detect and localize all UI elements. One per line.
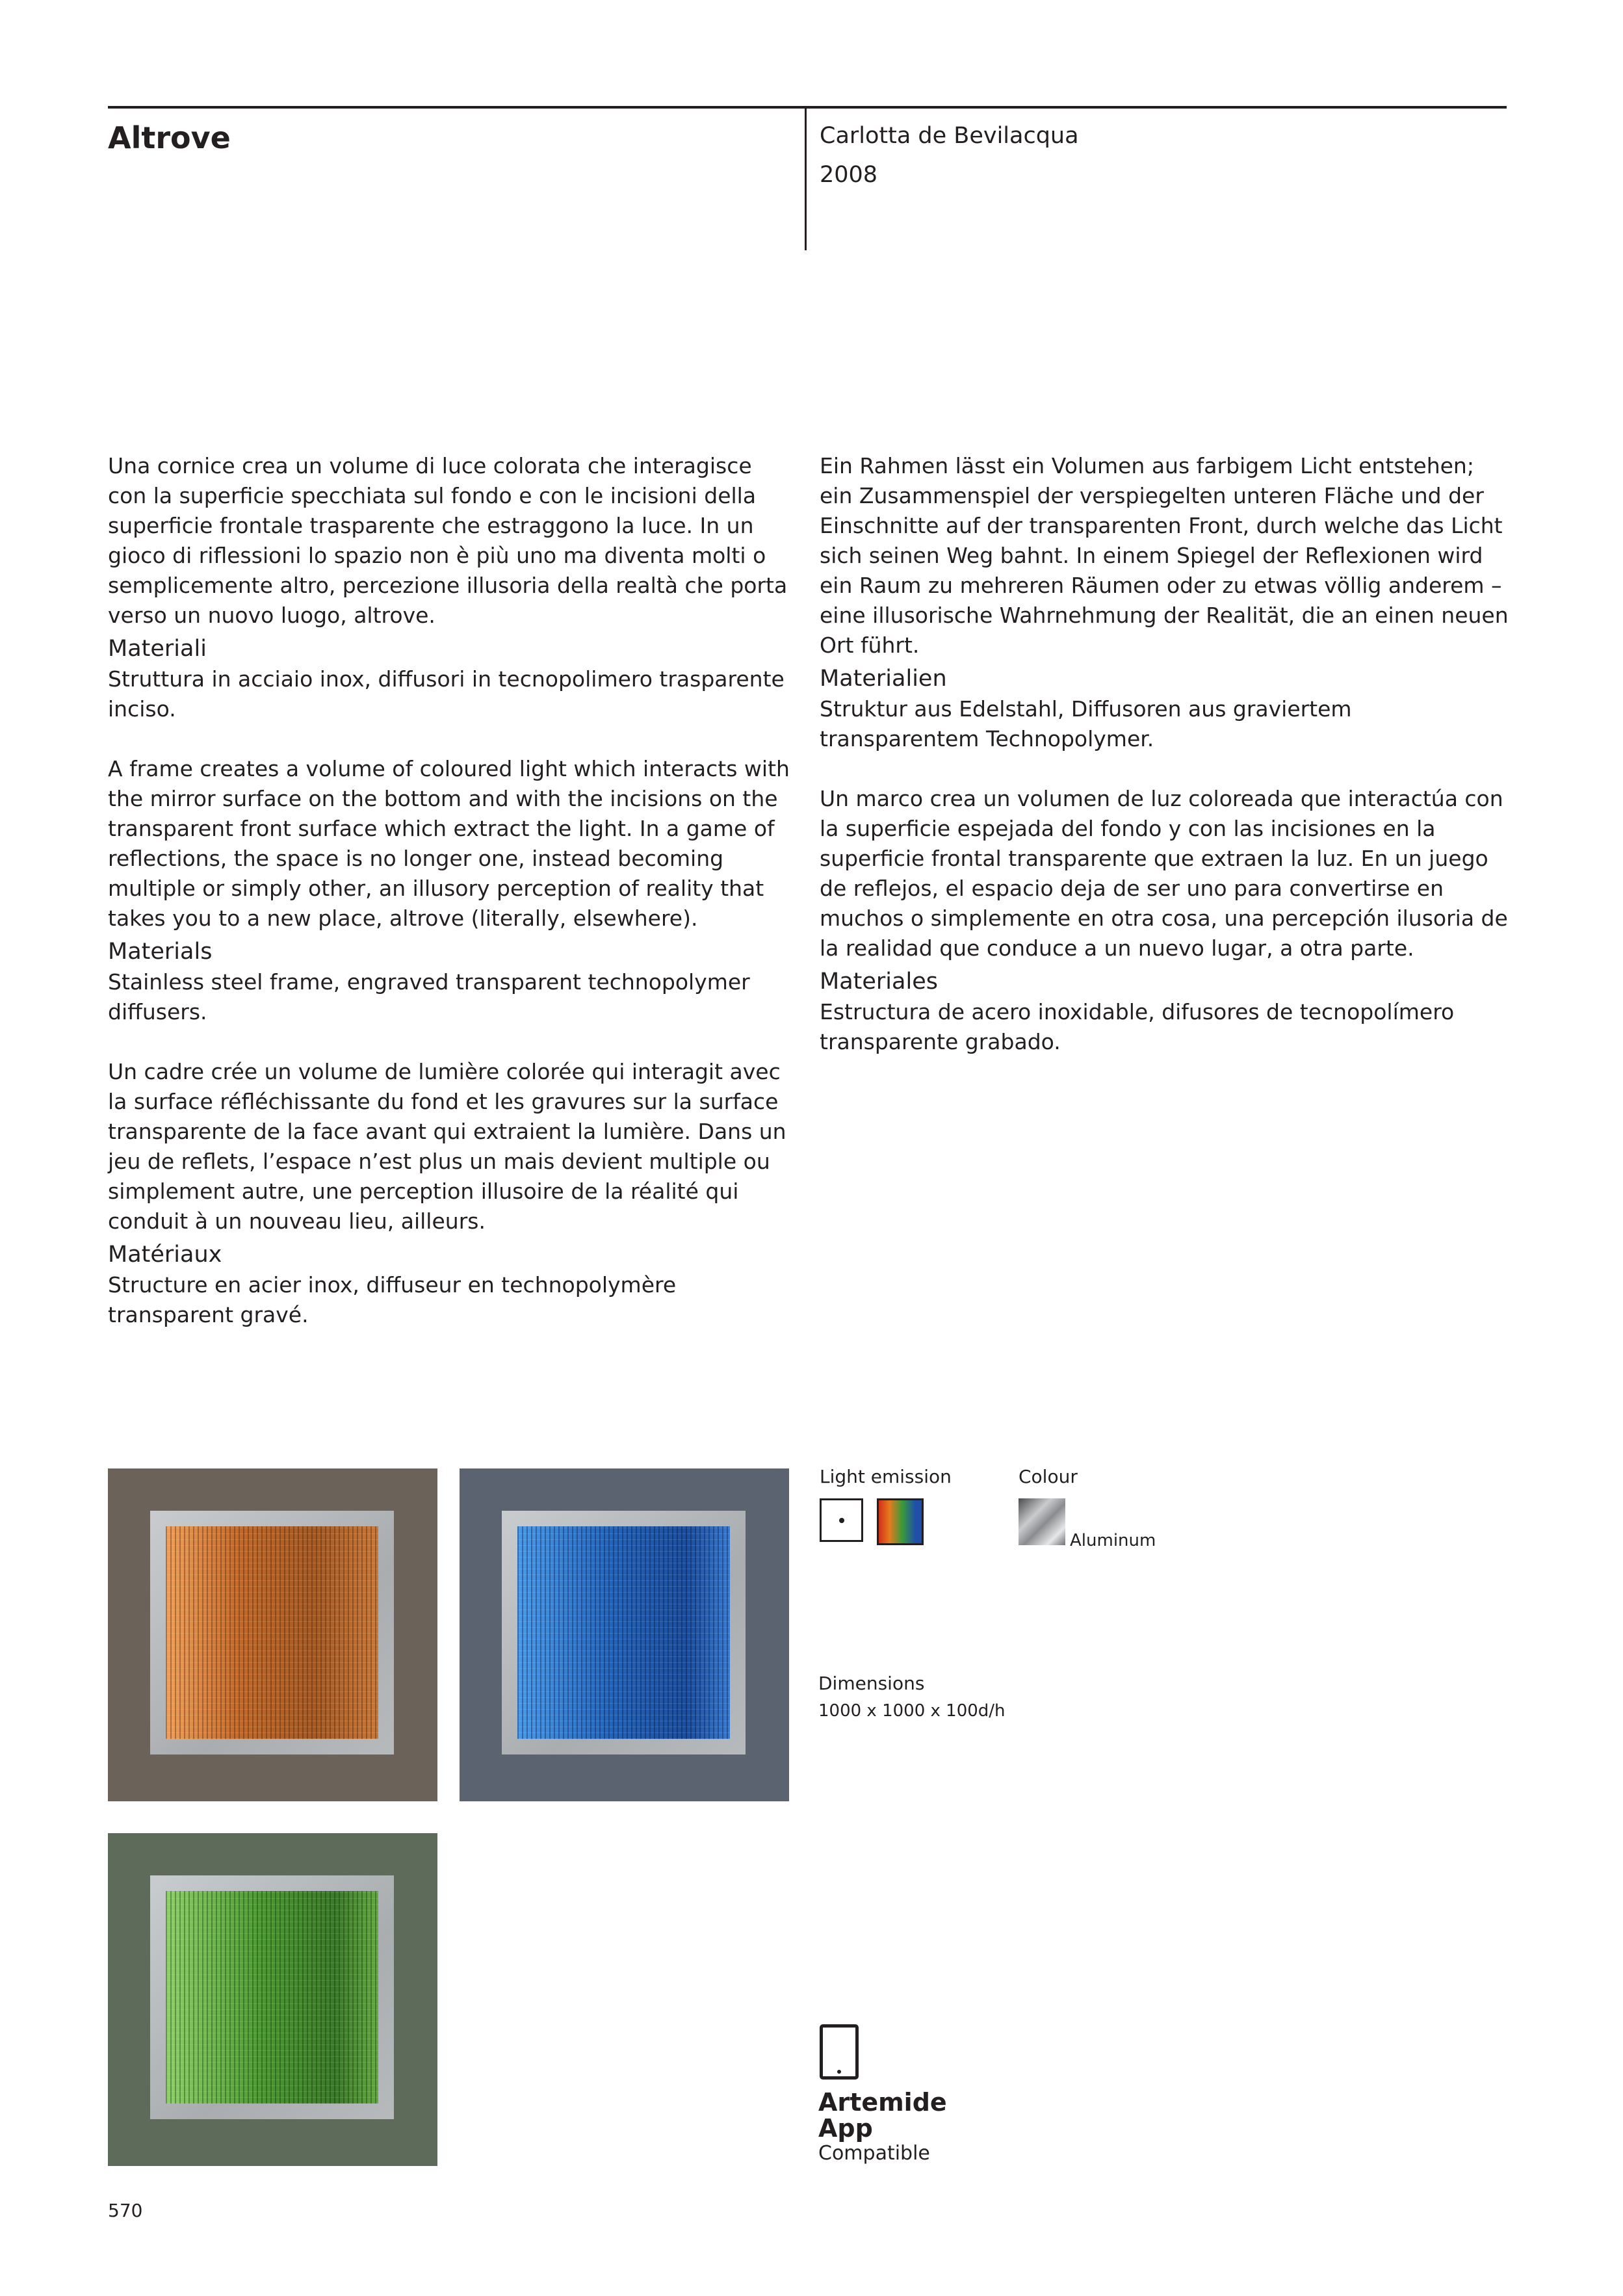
lamp-frame xyxy=(150,1875,394,2119)
lamp-frame xyxy=(502,1511,746,1755)
materials-heading-italian: Materiali xyxy=(108,636,207,662)
materials-heading-english: Materials xyxy=(108,939,213,965)
dimensions-value: 1000 x 1000 x 100d/h xyxy=(818,1701,1006,1721)
product-title: Altrove xyxy=(108,120,231,155)
design-year: 2008 xyxy=(820,162,878,188)
aluminum-swatch xyxy=(1019,1498,1065,1545)
product-photo-green xyxy=(108,1833,437,2166)
materials-heading-german: Materialien xyxy=(820,666,947,692)
description-column-left xyxy=(108,451,797,1330)
lamp-diffuser-green xyxy=(166,1891,378,2104)
page-number: 570 xyxy=(108,2200,143,2221)
materials-text-spanish: Estructura de acero inoxidable, difusores de tecnopolímero transparente grabado. xyxy=(820,999,1455,1054)
lamp-diffuser-blue xyxy=(517,1526,730,1739)
description-french: Un cadre crée un volume de lumière colorée qui interagit avec la surface réfléchissante du fond et les gravures sur la surface transparente de la face avant qui extraient la lumière. Dans un jeu de reflets, l’espace n’est plus un mais devient multiple ou simplement autre, une perception illusoire de la réalité qui conduit à un nouveau lieu, ailleurs. xyxy=(108,1059,786,1234)
dimensions-label: Dimensions xyxy=(818,1673,925,1694)
header-rule xyxy=(108,106,1507,109)
materials-heading-french: Matériaux xyxy=(108,1242,222,1268)
materials-text-italian: Struttura in acciaio inox, diffusori in tecnopolimero trasparente inciso. xyxy=(108,666,785,722)
lamp-frame xyxy=(150,1511,394,1755)
direct-light-icon xyxy=(820,1498,863,1542)
product-photo-blue xyxy=(460,1468,789,1801)
materials-text-french: Structure en acier inox, diffuseur en technopolymère transparent gravé. xyxy=(108,1272,677,1327)
description-german: Ein Rahmen lässt ein Volumen aus farbigem Licht entstehen; ein Zusammenspiel der verspiegelten unteren Fläche und der Einschnitte auf der transparenten Front, durch welche das Licht sich seinen Weg bahnt. In einem Spiegel der Reflexionen wird ein Raum zu mehreren Räumen oder zu etwas völlig anderem – eine illusorische Wahrnehmung der Realität, die an einen neuen Ort führt. xyxy=(820,453,1509,658)
description-spanish: Un marco crea un volumen de luz coloreada que interactúa con la superficie espejada del fondo y con las incisiones en la superficie frontal transparente que extraen la luz. En un juego de reflejos, el espacio deja de ser uno para convertirse en muchos o simplemente en otra cosa, una percepción ilusoria de la realidad que conduce a un nuevo lugar, a otra parte. xyxy=(820,786,1508,961)
lamp-diffuser-amber xyxy=(166,1526,378,1739)
tablet-icon xyxy=(820,2024,859,2080)
rgb-light-icon xyxy=(877,1498,924,1545)
materials-text-english: Stainless steel frame, engraved transparent technopolymer diffusers. xyxy=(108,969,750,1024)
product-photo-amber xyxy=(108,1468,437,1801)
app-compatible: Compatible xyxy=(818,2142,930,2165)
colour-value: Aluminum xyxy=(1070,1531,1156,1550)
app-name: Artemide App xyxy=(818,2088,947,2143)
materials-text-german: Struktur aus Edelstahl, Diffusoren aus graviertem transparentem Technopolymer. xyxy=(820,696,1352,751)
header-divider xyxy=(805,106,807,250)
materials-heading-spanish: Materiales xyxy=(820,969,938,995)
colour-label: Colour xyxy=(1019,1466,1078,1487)
description-italian: Una cornice crea un volume di luce colorata che interagisce con la superficie specchiata sul fondo e con le incisioni della superficie frontale trasparente che estraggono la luce. In un gioco di riflessioni lo spazio non è più uno ma diventa molti o semplicemente altro, percezione illusoria della realtà che porta verso un nuovo luogo, altrove. xyxy=(108,453,788,628)
designer-name: Carlotta de Bevilacqua xyxy=(820,123,1079,149)
description-column-right xyxy=(820,451,1509,1057)
light-emission-label: Light emission xyxy=(820,1466,952,1487)
description-english: A frame creates a volume of coloured light which interacts with the mirror surface on the bottom and with the incisions on the transparent front surface which extract the light. In a game of reflections, the space is no longer one, instead becoming multiple or simply other, an illusory perception of reality that takes you to a new place, altrove (literally, elsewhere). xyxy=(108,756,790,931)
